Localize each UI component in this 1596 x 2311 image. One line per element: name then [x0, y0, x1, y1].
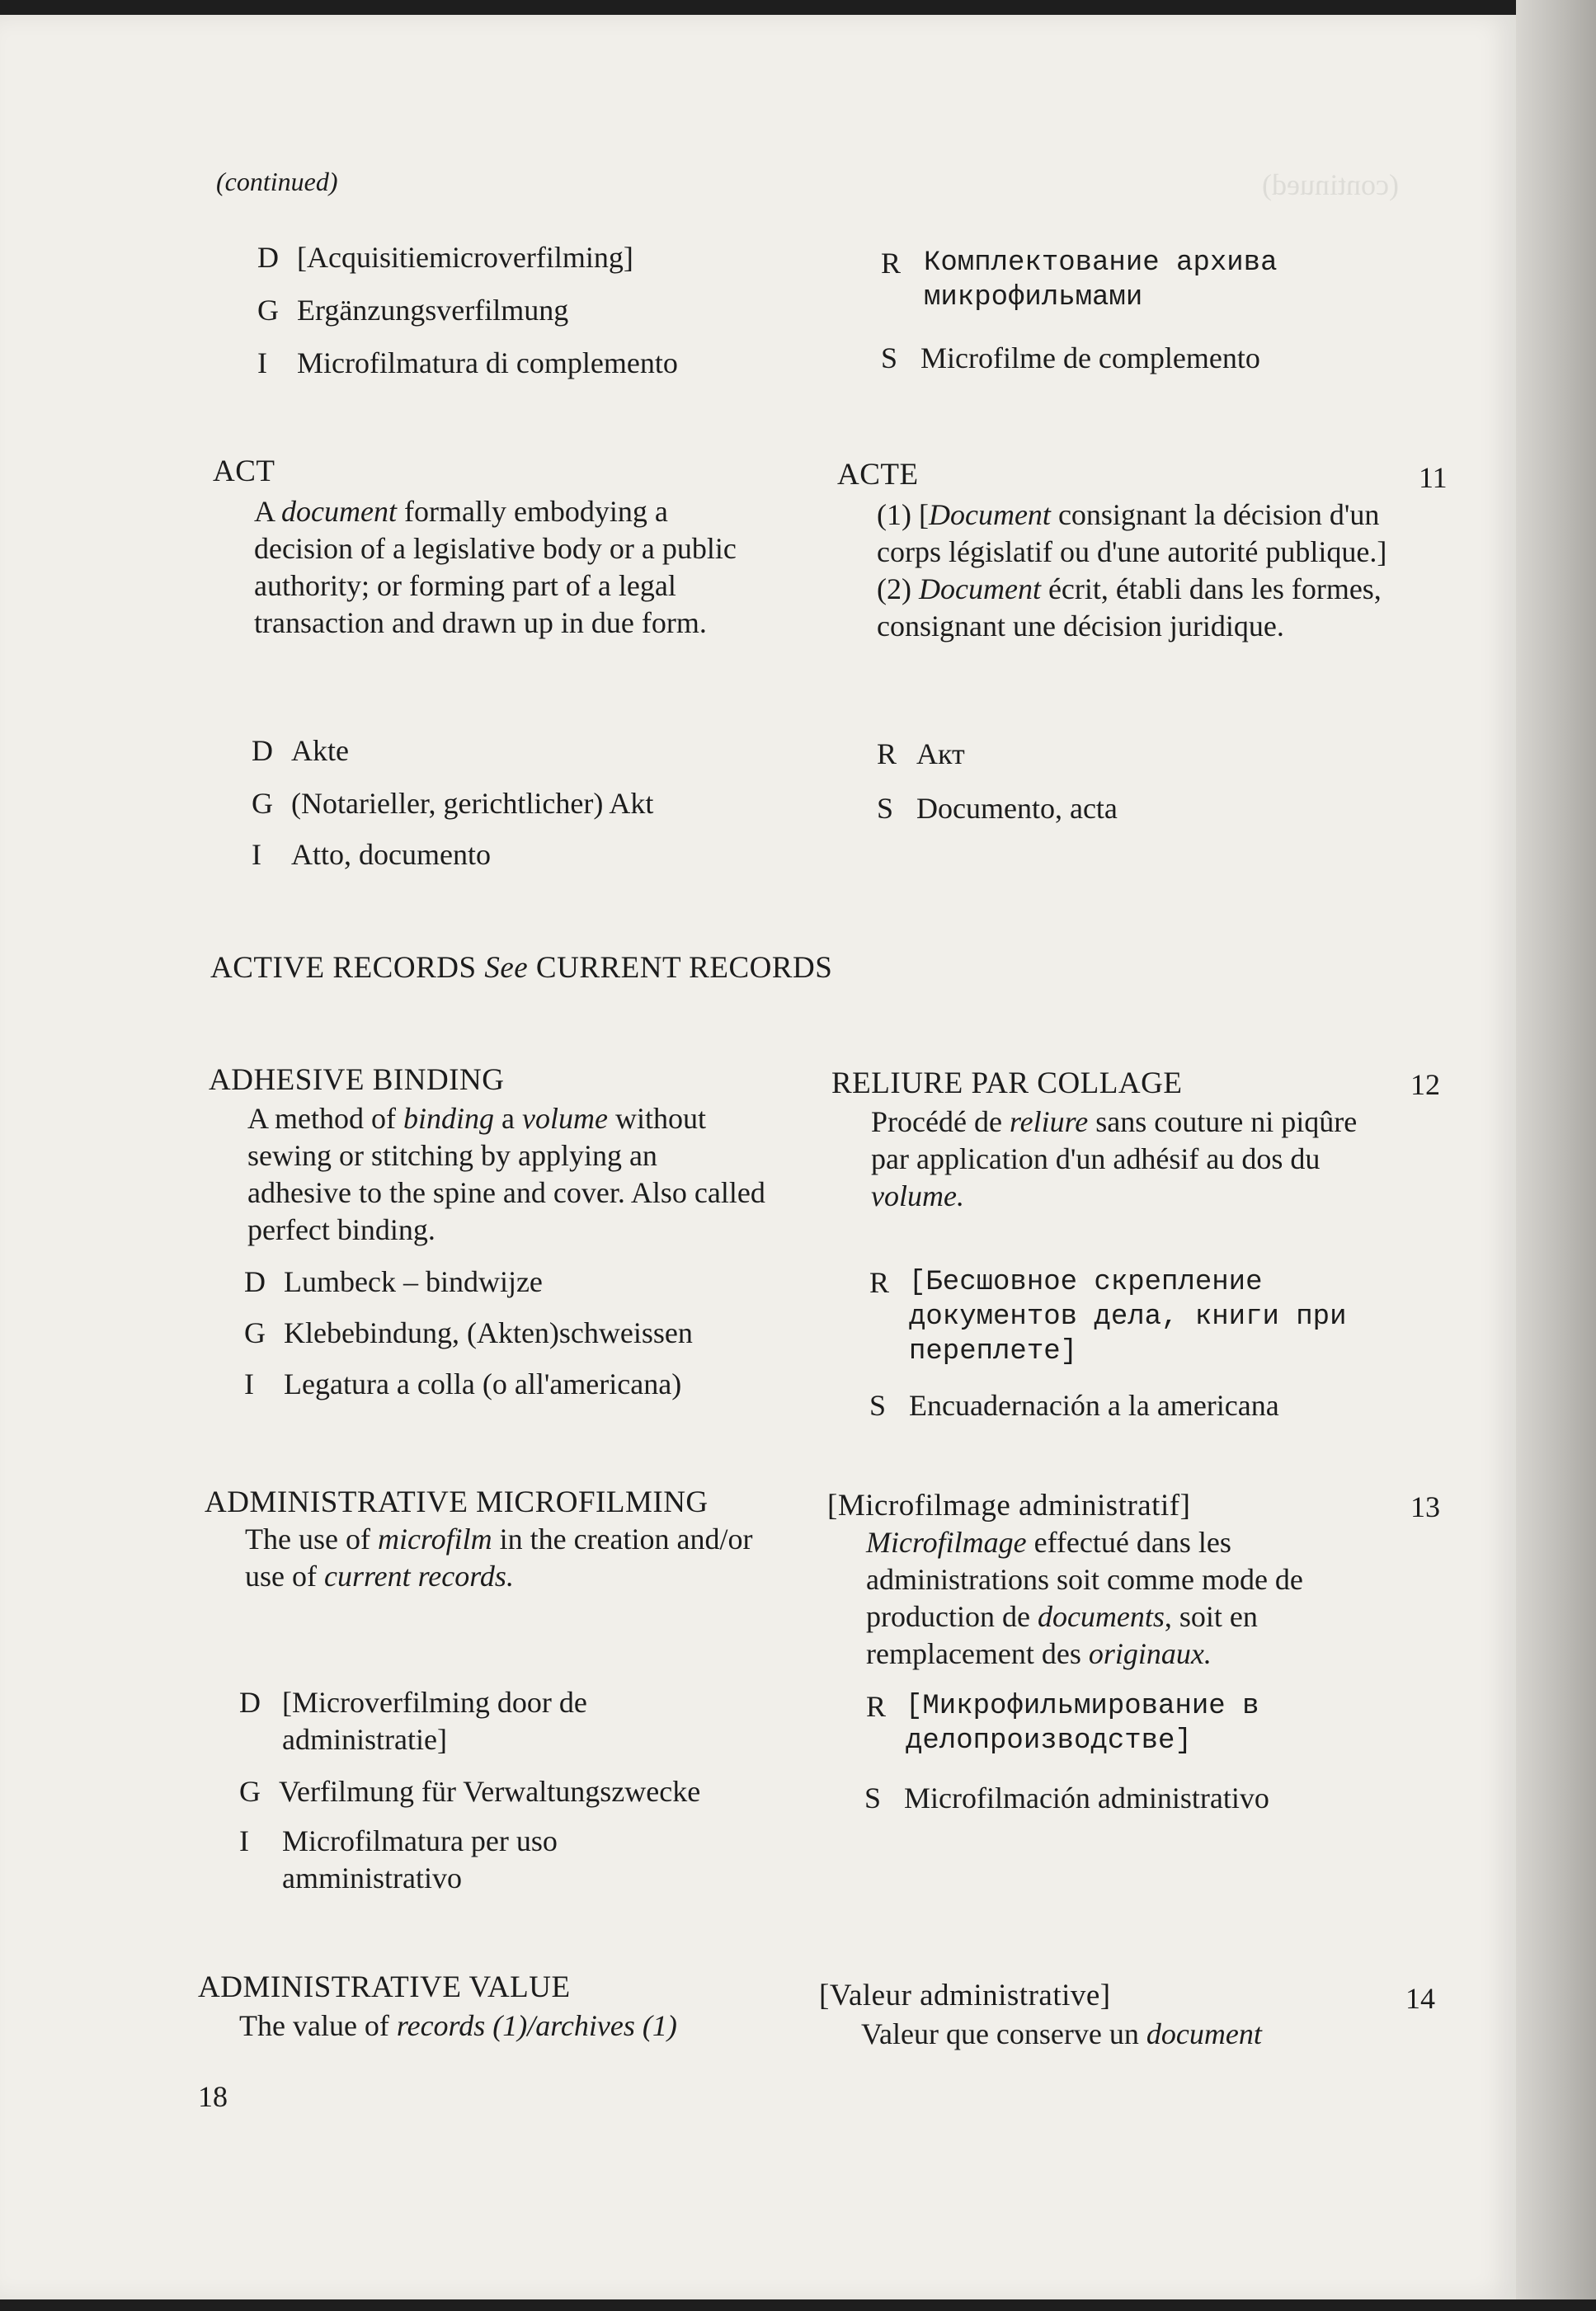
- french-term: [Microfilmage administratif]: [827, 1489, 1191, 1523]
- german-translation: G (Notarieller, gerichtlicher) Akt: [252, 787, 654, 820]
- page-number: 18: [198, 2080, 228, 2113]
- entry-definition: A document formally embodying a decision of a legislative body or a public authority; or forming part of a legal transaction and drawn up in due form.: [254, 495, 737, 639]
- page-gutter-edge: [1516, 0, 1596, 2311]
- spanish-translation: S Encuadernación a la americana: [869, 1389, 1279, 1422]
- spanish-translation: S Documento, acta: [877, 792, 1118, 825]
- italian-translation: I Atto, documento: [252, 838, 491, 871]
- dutch-translation: D Lumbeck – bindwijze: [244, 1265, 543, 1298]
- russian-translation: R Комплектование архива микрофильмами: [881, 247, 1278, 313]
- entry-definition: A method of binding a volume without sewing or stitching by applying an adhesive to the spine and cover. Also called perfect binding.: [247, 1102, 765, 1246]
- russian-translation: R [Бесшовное скрепление документов дела, книги при переплете]: [869, 1266, 1347, 1367]
- russian-translation: R Акт: [877, 737, 965, 770]
- spanish-translation: S Microfilme de complemento: [881, 341, 1260, 374]
- russian-translation: R [Микрофильмирование в делопроизводстве]: [866, 1690, 1259, 1757]
- entry-number: 12: [1410, 1068, 1440, 1101]
- entry-term: ACT: [213, 454, 275, 488]
- french-definition: Microfilmage effectué dans les administrations soit comme mode de production de documents, soit en remplacement des originaux.: [866, 1526, 1303, 1670]
- entry-term: ADMINISTRATIVE MICROFILMING: [205, 1485, 709, 1519]
- spanish-translation: S Microfilmación administrativo: [864, 1781, 1269, 1814]
- french-term: RELIURE PAR COLLAGE: [831, 1066, 1183, 1100]
- entry-definition: The use of microfilm in the creation and/or use of current records.: [245, 1523, 753, 1593]
- entry-number: 13: [1410, 1490, 1440, 1523]
- french-definition: Procédé de reliure sans couture ni piqûre par application d'un adhésif au dos du volume.: [871, 1105, 1358, 1212]
- french-definition: (1) [Document consignant la décision d'un corps législatif ou d'une autorité publique.] (2) Document écrit, établi dans les formes, consignant une décision juridique.: [877, 498, 1387, 642]
- book-page: [0, 15, 1516, 2299]
- entry-definition: The value of records (1)/archives (1): [239, 2009, 677, 2042]
- dutch-translation: D Akte: [252, 734, 349, 767]
- entry-term: ADMINISTRATIVE VALUE: [198, 1970, 571, 2004]
- german-translation: G Klebebindung, (Akten)schweissen: [244, 1316, 693, 1349]
- italian-translation: I Legatura a colla (o all'americana): [244, 1367, 682, 1400]
- bleed-through-text: (continued): [1262, 168, 1399, 201]
- cross-reference: ACTIVE RECORDS See CURRENT RECORDS: [210, 951, 833, 985]
- french-definition: Valeur que conserve un document: [861, 2017, 1262, 2050]
- dutch-translation: D [Microverfilming door de administratie]: [239, 1686, 587, 1756]
- french-term: ACTE: [837, 458, 919, 492]
- italian-translation: I Microfilmatura per uso amministrativo: [239, 1824, 558, 1894]
- italian-translation: I Microfilmatura di complemento: [257, 346, 678, 379]
- french-term: [Valeur administrative]: [819, 1979, 1111, 2012]
- dutch-translation: D [Acquisitiemicroverfilming]: [257, 241, 633, 274]
- scan-bottom-border: [0, 2299, 1596, 2311]
- continued-label: (continued): [216, 167, 338, 196]
- entry-term: ADHESIVE BINDING: [209, 1063, 505, 1097]
- german-translation: G Verfilmung für Verwaltungszwecke: [239, 1775, 701, 1808]
- scan-top-border: [0, 0, 1596, 16]
- entry-number: 11: [1419, 461, 1448, 494]
- german-translation: G Ergänzungsverfilmung: [257, 294, 569, 327]
- entry-number: 14: [1405, 1982, 1435, 2015]
